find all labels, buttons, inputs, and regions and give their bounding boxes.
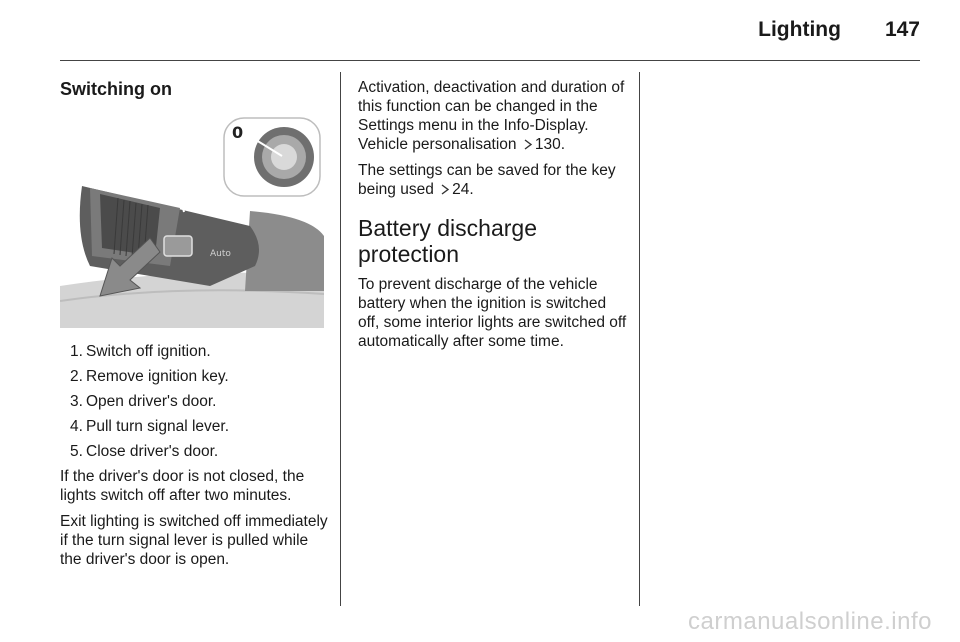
section-title: Switching on [60,79,172,99]
list-item: 1. Switch off ignition. [70,343,211,360]
list-item: 2. Remove ignition key. [70,368,229,385]
watermark: carmanualsonline.info [688,608,932,635]
section-heading: Battery discharge protection [358,215,537,267]
header-rule [60,60,920,61]
page-reference-icon [523,139,533,150]
paragraph: To prevent discharge of the vehicle battery when the ignition is switched off, some interior lights are switched off automatically after some time. [358,276,627,350]
turn-signal-lever-illustration [60,116,324,328]
column-left [60,78,332,576]
page-header [758,18,920,42]
paragraph: Exit lighting is switched off immediately if the turn signal lever is pulled while the driver's door is open. [60,513,328,568]
column-middle [358,78,630,358]
paragraph: The settings can be saved for the key being used 24. [358,162,616,198]
column-divider [340,72,341,606]
steps-list [60,342,332,461]
page-reference-icon [440,184,450,195]
page-number: 147 [884,18,920,41]
paragraph: If the driver's door is not closed, the lights switch off after two minutes. [60,468,305,504]
svg-text:Auto: Auto [210,249,231,259]
header-section-title: Lighting [758,18,841,41]
page-reference-link[interactable]: 24. [452,181,474,198]
list-item: 5. Close driver's door. [70,443,219,460]
paragraph: Activation, deactivation and duration of this function can be changed in the Settings menu in the Info-Display. Vehicle personalisation 130. [358,79,625,153]
list-item: 4. Pull turn signal lever. [70,418,230,435]
switch-position-label: 0 [232,123,244,142]
page-reference-link[interactable]: 130. [534,136,566,153]
column-divider [639,72,640,606]
list-item: 3. Open driver's door. [70,393,217,410]
